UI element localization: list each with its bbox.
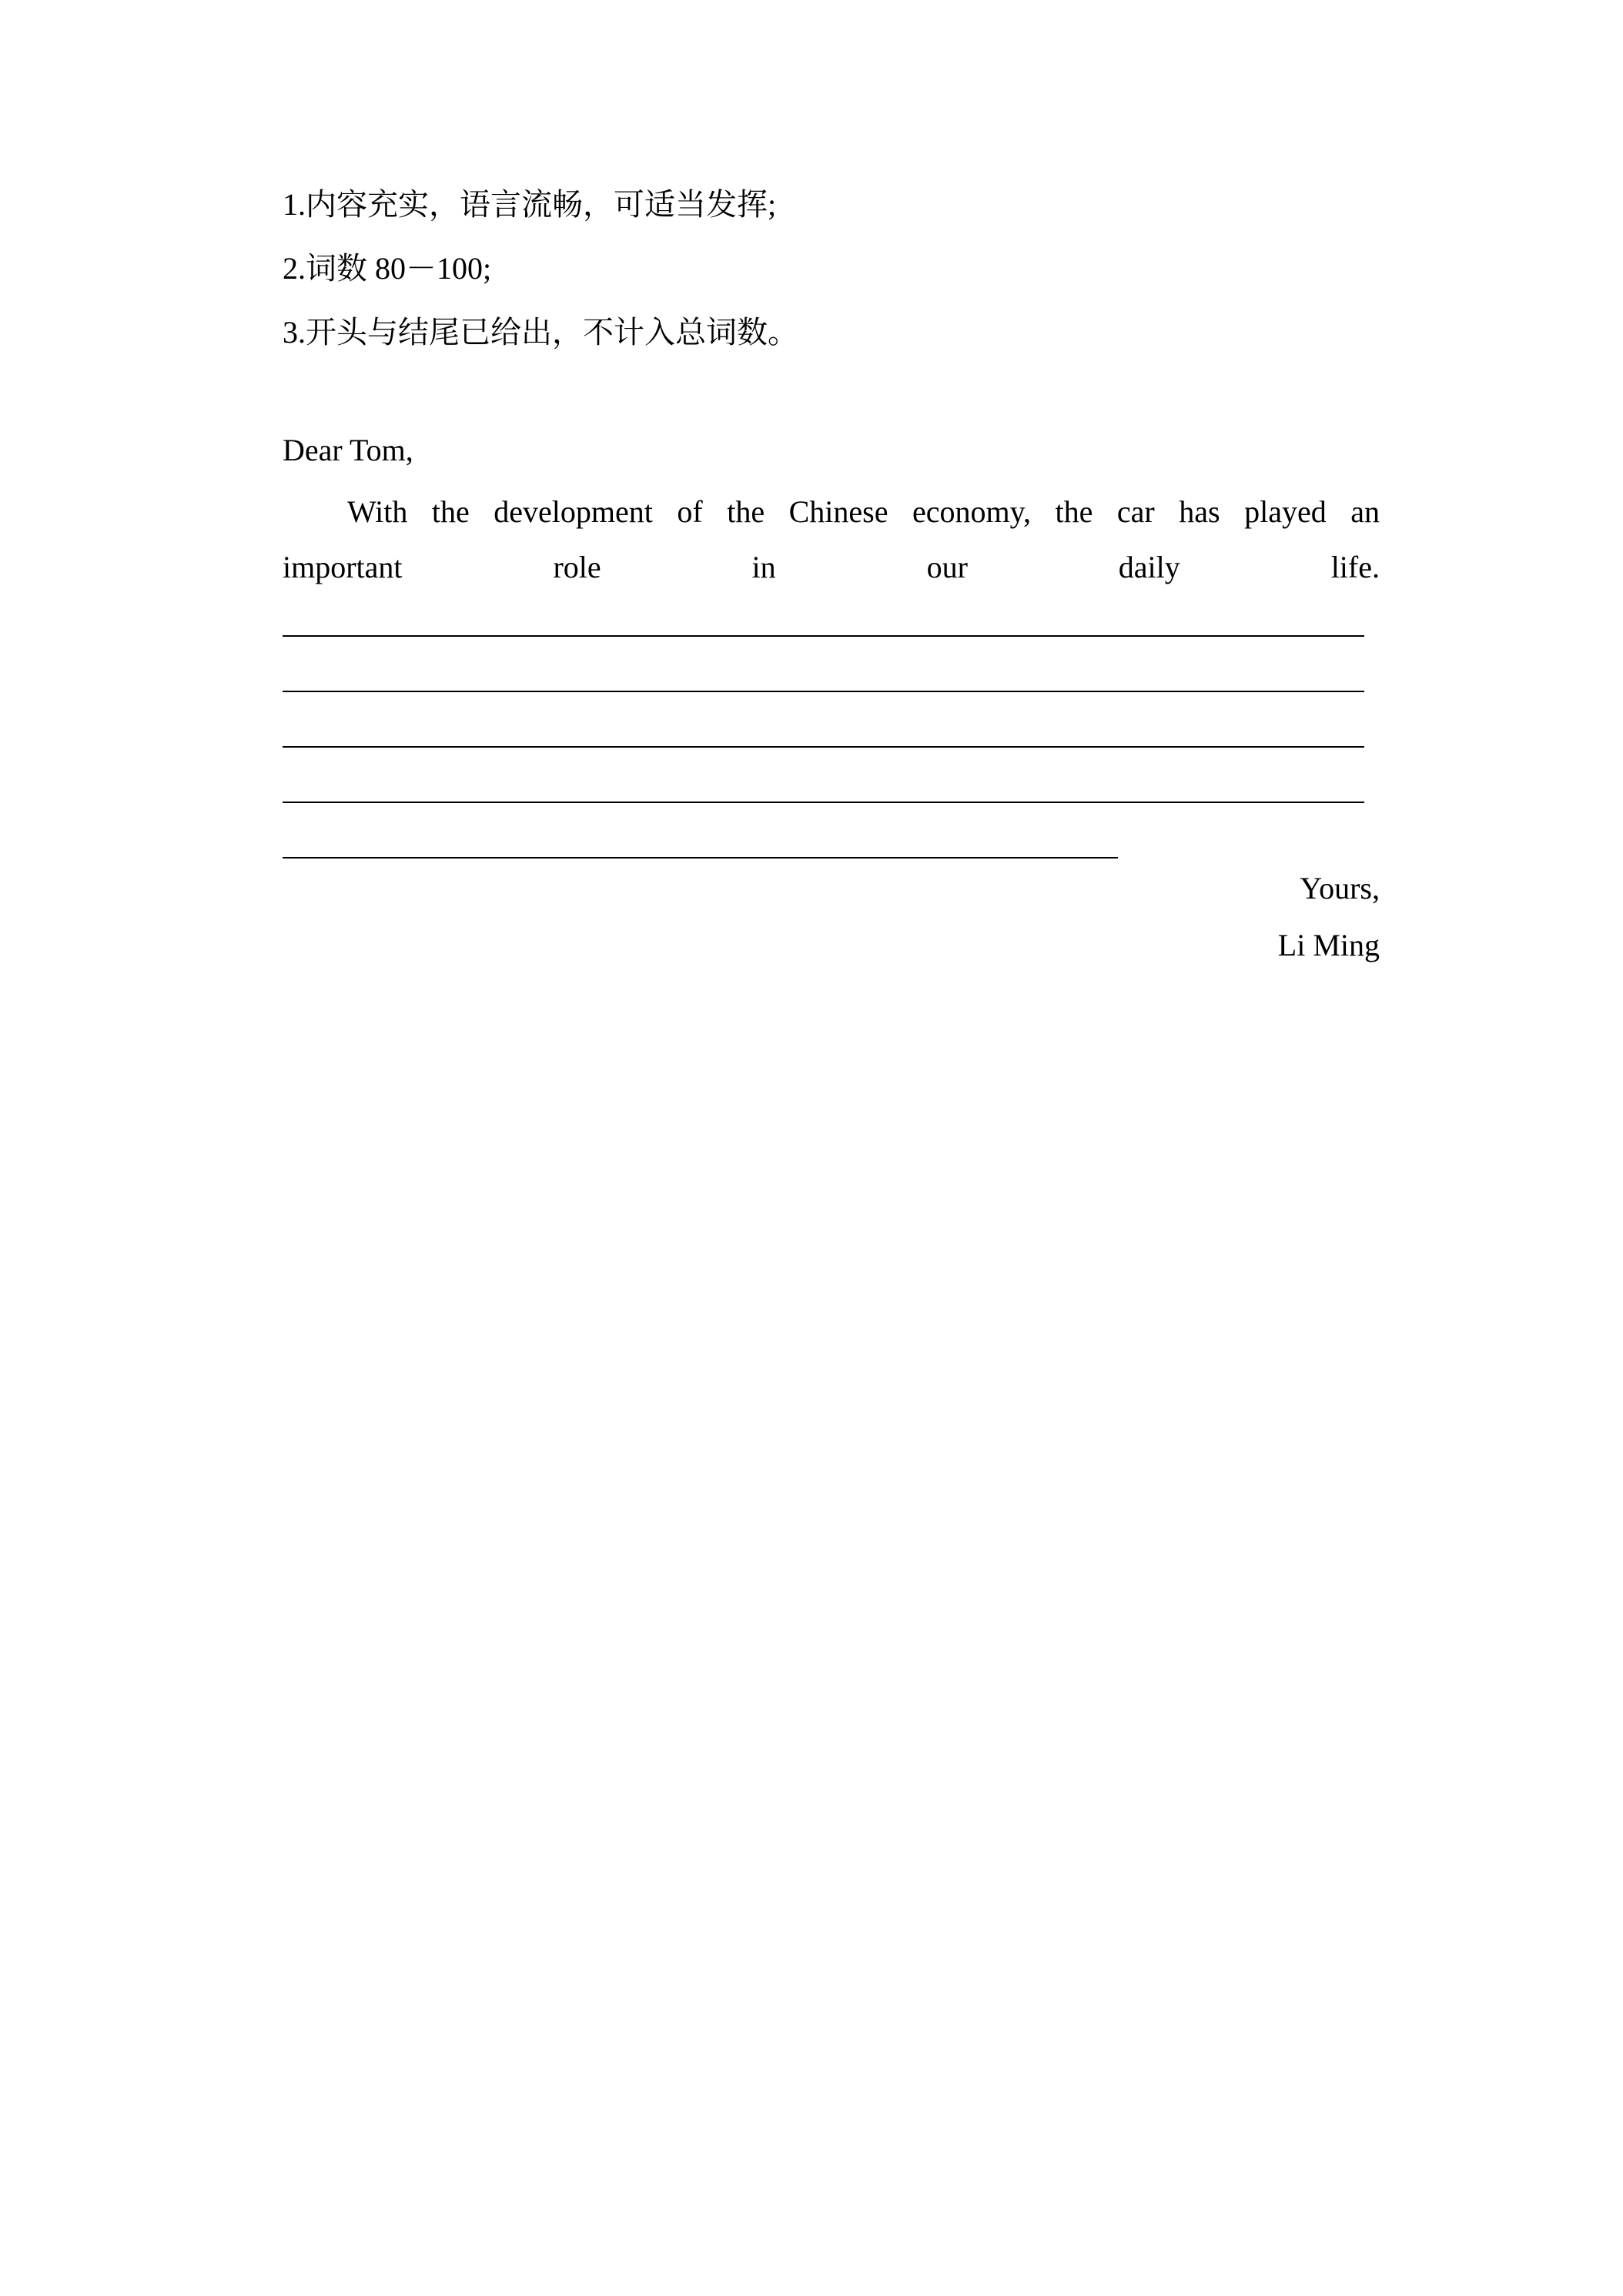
writing-blank-line[interactable] xyxy=(283,748,1364,803)
letter-signature: Li Ming xyxy=(1277,928,1380,962)
opening-word: role xyxy=(553,550,601,584)
opening-word: life. xyxy=(1330,550,1380,584)
document-content xyxy=(283,183,1380,974)
writing-blank-line[interactable] xyxy=(283,692,1364,748)
writing-blank-line[interactable] xyxy=(283,637,1364,692)
letter-salutation: Dear Tom, xyxy=(283,433,413,467)
letter-opening-line-2 xyxy=(283,540,1380,595)
writing-blank-line[interactable] xyxy=(283,803,1118,858)
opening-word: important xyxy=(283,550,403,584)
writing-blank-line[interactable] xyxy=(283,595,1364,637)
opening-word: in xyxy=(751,550,776,584)
letter-opening-line-1: With the development of the Chinese economy, the car has played an xyxy=(347,494,1380,529)
letter-closing: Yours, xyxy=(1300,871,1380,905)
requirement-2: 2.词数 80－100; xyxy=(283,251,492,286)
opening-word: daily xyxy=(1118,550,1180,584)
opening-word: our xyxy=(926,550,968,584)
requirement-3: 3.开头与结尾已给出，不计入总词数。 xyxy=(283,315,798,350)
requirement-1: 1.内容充实，语言流畅，可适当发挥; xyxy=(283,187,777,222)
